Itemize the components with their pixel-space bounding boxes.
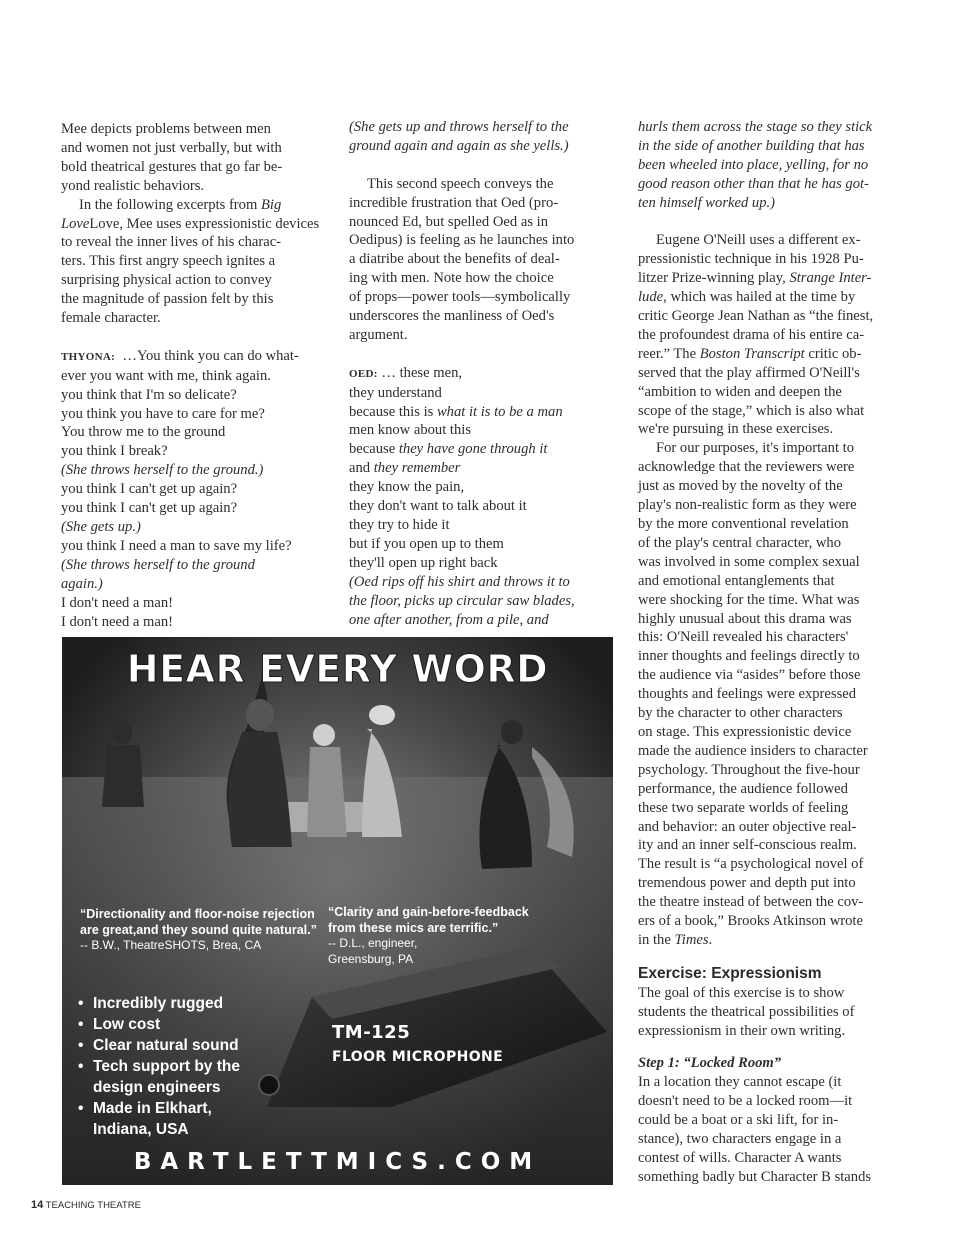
speech-line: you think that I'm so delicate? bbox=[61, 386, 237, 403]
text-line: bold theatrical gestures that go far be- bbox=[61, 158, 283, 175]
stage-direction: (She throws herself to the ground.) bbox=[61, 462, 264, 479]
speech-line: men know about this bbox=[349, 422, 472, 439]
text-line: to reveal the inner lives of his charac- bbox=[61, 234, 282, 251]
website-link[interactable]: BARTLETTMICS.COM bbox=[133, 1149, 542, 1175]
text-line: surprising physical action to convey bbox=[61, 272, 272, 289]
stage-direction: (She throws herself to the ground bbox=[61, 556, 255, 573]
speech-line: you think I can't get up again? bbox=[61, 481, 238, 498]
text-line: nounced Ed, but spelled Oed as in bbox=[349, 213, 548, 230]
text-line: In a location they cannot escape (it bbox=[638, 1074, 842, 1091]
text-line: The goal of this exercise is to show bbox=[638, 984, 845, 1001]
speech-line: they know the pain, bbox=[349, 479, 465, 496]
page-number: 14 bbox=[31, 1199, 44, 1211]
text-line: pressionistic technique in his 1928 Pu- bbox=[638, 251, 864, 268]
text-line: performance, the audience followed bbox=[638, 780, 848, 797]
product-name: FLOOR MICROPHONE bbox=[332, 1049, 504, 1065]
column-2 bbox=[349, 118, 619, 629]
text-line: by the more conventional revelation bbox=[638, 516, 849, 533]
stage-direction: (Oed rips off his shirt and throws it to bbox=[349, 573, 570, 590]
speech-line: you think I can't get up again? bbox=[61, 500, 238, 517]
feature-item: • Made in Elkhart, Indiana, USA bbox=[76, 1098, 296, 1140]
text-line: made the audience insiders to character bbox=[638, 742, 868, 759]
text-line: psychology. Throughout the five-hour bbox=[638, 761, 860, 778]
text-line: Eugene O'Neill uses a different ex- bbox=[656, 232, 861, 249]
play-title: Love bbox=[61, 215, 90, 232]
text-line: ing with men. Note how the choice bbox=[349, 270, 554, 287]
play-title: Strange Inter- bbox=[789, 270, 872, 287]
stage-direction: in the side of another building that has bbox=[638, 137, 865, 154]
stage-direction: ground again and again as she yells.) bbox=[349, 137, 569, 154]
column-3 bbox=[638, 118, 913, 1187]
text-line: scope of the stage,” which is also what bbox=[638, 402, 865, 419]
exercise-heading: Exercise: Expressionism bbox=[638, 964, 822, 982]
publication-title: Times bbox=[674, 931, 709, 948]
text-line: expressionism in their own writing. bbox=[638, 1022, 846, 1039]
text-line: LoveLove, Mee uses expressionistic devices bbox=[61, 215, 320, 232]
stage-direction: ten himself worked up.) bbox=[638, 194, 775, 211]
text-line: could be a boat or a ski lift, for in- bbox=[638, 1112, 839, 1129]
text-line: The result is “a psychological novel of bbox=[638, 856, 864, 873]
stage-direction: good reason other than that he has got- bbox=[638, 175, 869, 192]
text-line: of props—power tools—symbolically bbox=[349, 289, 571, 306]
publication-title: Boston Transcript bbox=[699, 345, 805, 362]
feature-item: • Incredibly rugged bbox=[76, 993, 296, 1014]
stage-direction: (She gets up.) bbox=[61, 519, 141, 536]
text-line: doesn't need to be a locked room—it bbox=[638, 1093, 853, 1110]
text-line: In the following excerpts from Big bbox=[79, 196, 282, 213]
text-line: a diatribe about the benefits of deal- bbox=[349, 251, 560, 268]
stage-direction: the floor, picks up circular saw blades, bbox=[349, 592, 575, 609]
text-line: thoughts and feelings were expressed bbox=[638, 686, 857, 703]
speech-line: because this is what it is to be a man bbox=[349, 403, 563, 420]
model-number: TM-125 bbox=[332, 1022, 411, 1043]
text-line: in the Times. bbox=[638, 931, 713, 948]
speech-line: I don't need a man! bbox=[61, 613, 174, 630]
speech-line: they try to hide it bbox=[349, 517, 450, 533]
text-line: the theatre instead of between the cov- bbox=[638, 894, 864, 911]
speech-line: because they have gone through it bbox=[349, 441, 548, 458]
text-line: stance), two characters engage in a bbox=[638, 1131, 842, 1148]
text-line: the magnitude of passion felt by this bbox=[61, 291, 274, 308]
text-line: argument. bbox=[349, 326, 408, 343]
speaker-name: THYONA: bbox=[61, 350, 116, 363]
testimonial-1: “Directionality and floor-noise rejection are great,and they sound quite natural.” -- B.W., TheatreSHOTS, Brea, CA bbox=[80, 907, 317, 952]
text-line: ity and an inner self-conscious realm. bbox=[638, 837, 857, 854]
speech-line: I don't need a man! bbox=[61, 594, 174, 611]
text-line: served that the play affirmed O'Neill's bbox=[638, 364, 860, 381]
text-line: we're pursuing in these exercises. bbox=[638, 421, 834, 438]
text-line: incredible frustration that Oed (pro- bbox=[349, 194, 559, 211]
text-line: For our purposes, it's important to bbox=[656, 440, 855, 457]
text-line: This second speech conveys the bbox=[367, 175, 554, 192]
text-line: on stage. This expressionistic device bbox=[638, 723, 852, 740]
stage-direction: (She gets up and throws herself to the bbox=[349, 119, 569, 135]
text-line: yond realistic behaviors. bbox=[61, 177, 205, 194]
testimonial-2: “Clarity and gain-before-feedback from these mics are terrific.” -- D.L., engineer, Greensburg, PA bbox=[328, 905, 529, 966]
text-line: students the theatrical possibilities of bbox=[638, 1003, 855, 1020]
stage-direction: one after another, from a pile, and bbox=[349, 611, 549, 628]
speech-line: but if you open up to them bbox=[349, 535, 504, 552]
speech-line: OED: … these men, bbox=[349, 364, 463, 381]
ad-headline: HEAR EVERY WORD bbox=[126, 647, 549, 691]
text-line: the profoundest drama of his entire ca- bbox=[638, 326, 865, 343]
text-line: ers of a book,” Brooks Atkinson wrote bbox=[638, 913, 863, 930]
play-title: Big bbox=[260, 196, 282, 213]
speech-line: they'll open up right back bbox=[349, 554, 498, 571]
text-line: acknowledge that the reviewers were bbox=[638, 459, 855, 476]
page-footer bbox=[31, 1199, 141, 1211]
feature-item: • Clear natural sound bbox=[76, 1035, 296, 1056]
text-line: the audience via “asides” before those bbox=[638, 667, 861, 684]
speech-line: they understand bbox=[349, 384, 442, 401]
magazine-name: TEACHING THEATRE bbox=[45, 1200, 141, 1211]
step-heading: Step 1: “Locked Room” bbox=[638, 1055, 782, 1072]
text-line: lude, which was hailed at the time by bbox=[638, 289, 856, 306]
speech-line: you think I need a man to save my life? bbox=[61, 537, 292, 554]
speech-line: and they remember bbox=[349, 460, 461, 477]
text-line: underscores the manliness of Oed's bbox=[349, 308, 555, 325]
text-line: play's non-realistic form as they were bbox=[638, 497, 857, 514]
text-line: were shocking for the time. What was bbox=[638, 591, 860, 608]
speech-line: they don't want to talk about it bbox=[349, 498, 527, 515]
stage-direction: been wheeled into place, yelling, for no bbox=[638, 156, 869, 173]
speaker-name: OED: bbox=[349, 367, 378, 380]
text-line: by the character to other characters bbox=[638, 705, 843, 722]
text-line: just as moved by the novelty of the bbox=[638, 478, 843, 495]
text-line: inner thoughts and feelings directly to bbox=[638, 648, 860, 665]
text-line: these two separate worlds of feeling bbox=[638, 799, 849, 816]
speech-line: you think you have to care for me? bbox=[61, 405, 265, 422]
speech-line: THYONA: …You think you can do what- bbox=[61, 347, 299, 364]
text-line: reer.” The Boston Transcript critic ob- bbox=[638, 345, 862, 362]
product-label bbox=[332, 1022, 503, 1065]
speech-line: ever you want with me, think again. bbox=[61, 367, 271, 384]
speech-line: you think I break? bbox=[61, 443, 168, 460]
stage-direction: again.) bbox=[61, 575, 103, 592]
play-title: lude bbox=[638, 289, 664, 306]
text-line: ters. This first angry speech ignites a bbox=[61, 253, 276, 270]
text-line: litzer Prize-winning play, Strange Inter- bbox=[638, 270, 872, 287]
text-line: something badly but Character B stands bbox=[638, 1168, 872, 1185]
stage-direction: hurls them across the stage so they stick bbox=[638, 119, 873, 135]
text-line: and behavior: an outer objective real- bbox=[638, 818, 857, 835]
text-line: “ambition to widen and deepen the bbox=[638, 383, 842, 400]
speech-line: You throw me to the ground bbox=[61, 424, 226, 441]
text-line: highly unusual about this drama was bbox=[638, 610, 852, 627]
text-line: Mee depicts problems between men bbox=[61, 121, 271, 137]
text-line: of the play's central character, who bbox=[638, 534, 842, 551]
column-1 bbox=[61, 120, 333, 631]
advertisement[interactable] bbox=[62, 637, 613, 1185]
text-line: and emotional entanglements that bbox=[638, 572, 835, 589]
text-line: contest of wills. Character A wants bbox=[638, 1150, 842, 1167]
text-line: this: O'Neill revealed his characters' bbox=[638, 629, 849, 646]
text-line: female character. bbox=[61, 310, 161, 327]
text-line: tremendous power and depth put into bbox=[638, 875, 856, 892]
text-line: was involved in some complex sexual bbox=[638, 553, 860, 570]
feature-item: • Low cost bbox=[76, 1014, 296, 1035]
feature-item: • Tech support by the design engineers bbox=[76, 1056, 296, 1098]
feature-list bbox=[76, 993, 296, 1140]
text-line: Oedipus) is feeling as he launches into bbox=[349, 232, 575, 249]
text-line: critic George Jean Nathan as “the finest, bbox=[638, 308, 874, 325]
text-line: and women not just verbally, but with bbox=[61, 139, 282, 156]
